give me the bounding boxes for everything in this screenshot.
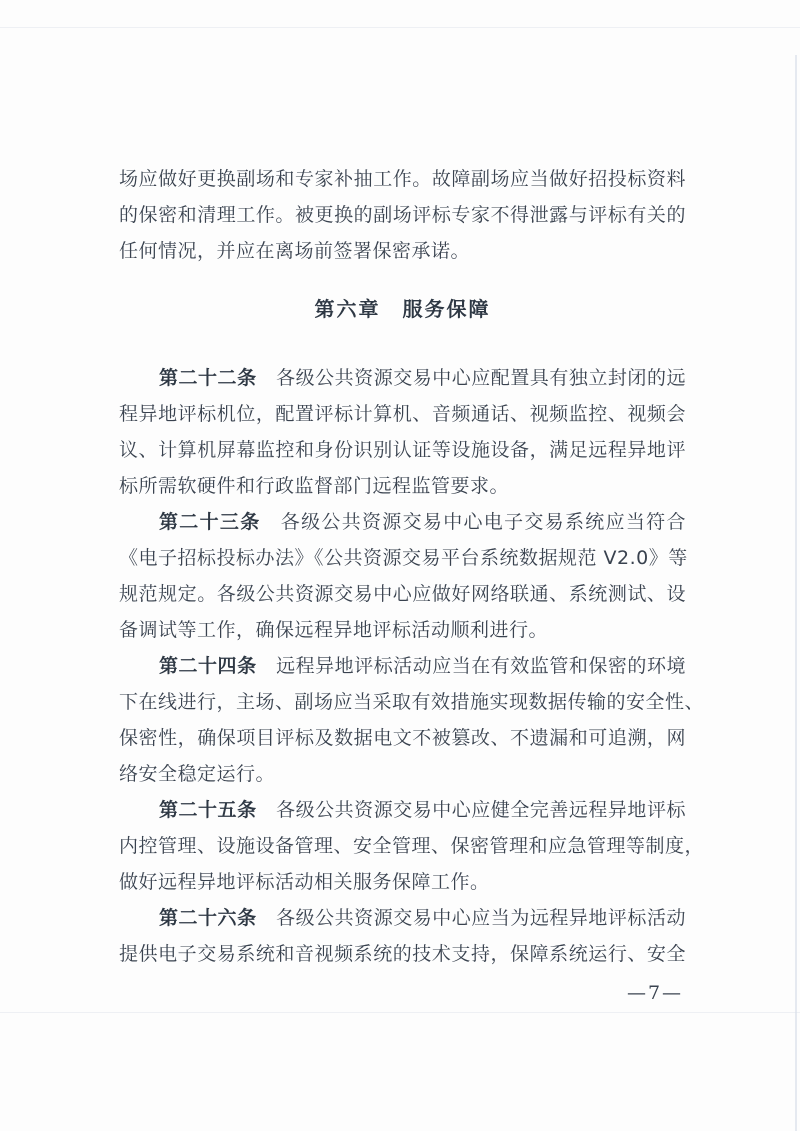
document-line: 场应做好更换副场和专家补抽工作。故障副场应当做好招投标资料 [119, 168, 686, 190]
document-line: 内控管理、设施设备管理、安全管理、保密管理和应急管理等制度， [119, 835, 705, 857]
scan-edge-artifact [795, 55, 797, 1131]
para-continuation [119, 161, 686, 269]
article-24 [119, 648, 705, 792]
page-number: —7— [626, 982, 684, 1004]
article-number: 第二十五条 [159, 799, 257, 821]
document-line: 议、计算机屏幕监控和身份识别认证等设施设备，满足远程异地评 [119, 439, 686, 461]
document-line: 的保密和清理工作。被更换的副场评标专家不得泄露与评标有关的 [119, 204, 686, 226]
document-line: 备调试等工作，确保远程异地评标活动顺利进行。 [119, 619, 549, 641]
document-line: 第二十二条 各级公共资源交易中心应配置具有独立封闭的远 [159, 367, 686, 389]
chapter-heading: 第六章 服务保障 [314, 297, 491, 321]
article-25 [119, 792, 705, 900]
article-26 [119, 900, 686, 972]
scan-artifact-bottom [0, 1012, 800, 1013]
article-22 [119, 360, 686, 504]
document-line: 规范规定。各级公共资源交易中心应做好网络联通、系统测试、设 [119, 583, 686, 605]
document-line: 第二十四条 远程异地评标活动应当在有效监管和保密的环境 [159, 655, 686, 677]
article-number: 第二十四条 [159, 655, 257, 677]
document-line: 程异地评标机位，配置评标计算机、音频通话、视频监控、视频会 [119, 403, 686, 425]
document-line: 任何情况，并应在离场前签署保密承诺。 [119, 240, 471, 262]
article-number: 第二十二条 [159, 367, 257, 389]
document-line: 提供电子交易系统和音视频系统的技术支持，保障系统运行、安全 [119, 943, 686, 965]
article-number: 第二十六条 [159, 907, 257, 929]
article-number: 第二十三条 [159, 511, 261, 533]
scan-artifact-top [0, 27, 800, 28]
document-line: 下在线进行，主场、副场应当采取有效措施实现数据传输的安全性、 [119, 691, 705, 713]
document-line: 保密性，确保项目评标及数据电文不被篡改、不遗漏和可追溯，网 [119, 727, 686, 749]
document-line: 络安全稳定运行。 [119, 763, 276, 785]
document-line: 做好远程异地评标活动相关服务保障工作。 [119, 871, 490, 893]
document-line: 《电子招标投标办法》《公共资源交易平台系统数据规范 V2.0》等 [119, 547, 688, 569]
document-line: 第二十六条 各级公共资源交易中心应当为远程异地评标活动 [159, 907, 686, 929]
document-line: 第二十五条 各级公共资源交易中心应健全完善远程异地评标 [159, 799, 686, 821]
article-23 [119, 504, 686, 648]
document-line: 标所需软硬件和行政监督部门远程监管要求。 [119, 475, 510, 497]
document-line: 第二十三条 各级公共资源交易中心电子交易系统应当符合 [159, 511, 686, 533]
document-body [119, 161, 705, 972]
